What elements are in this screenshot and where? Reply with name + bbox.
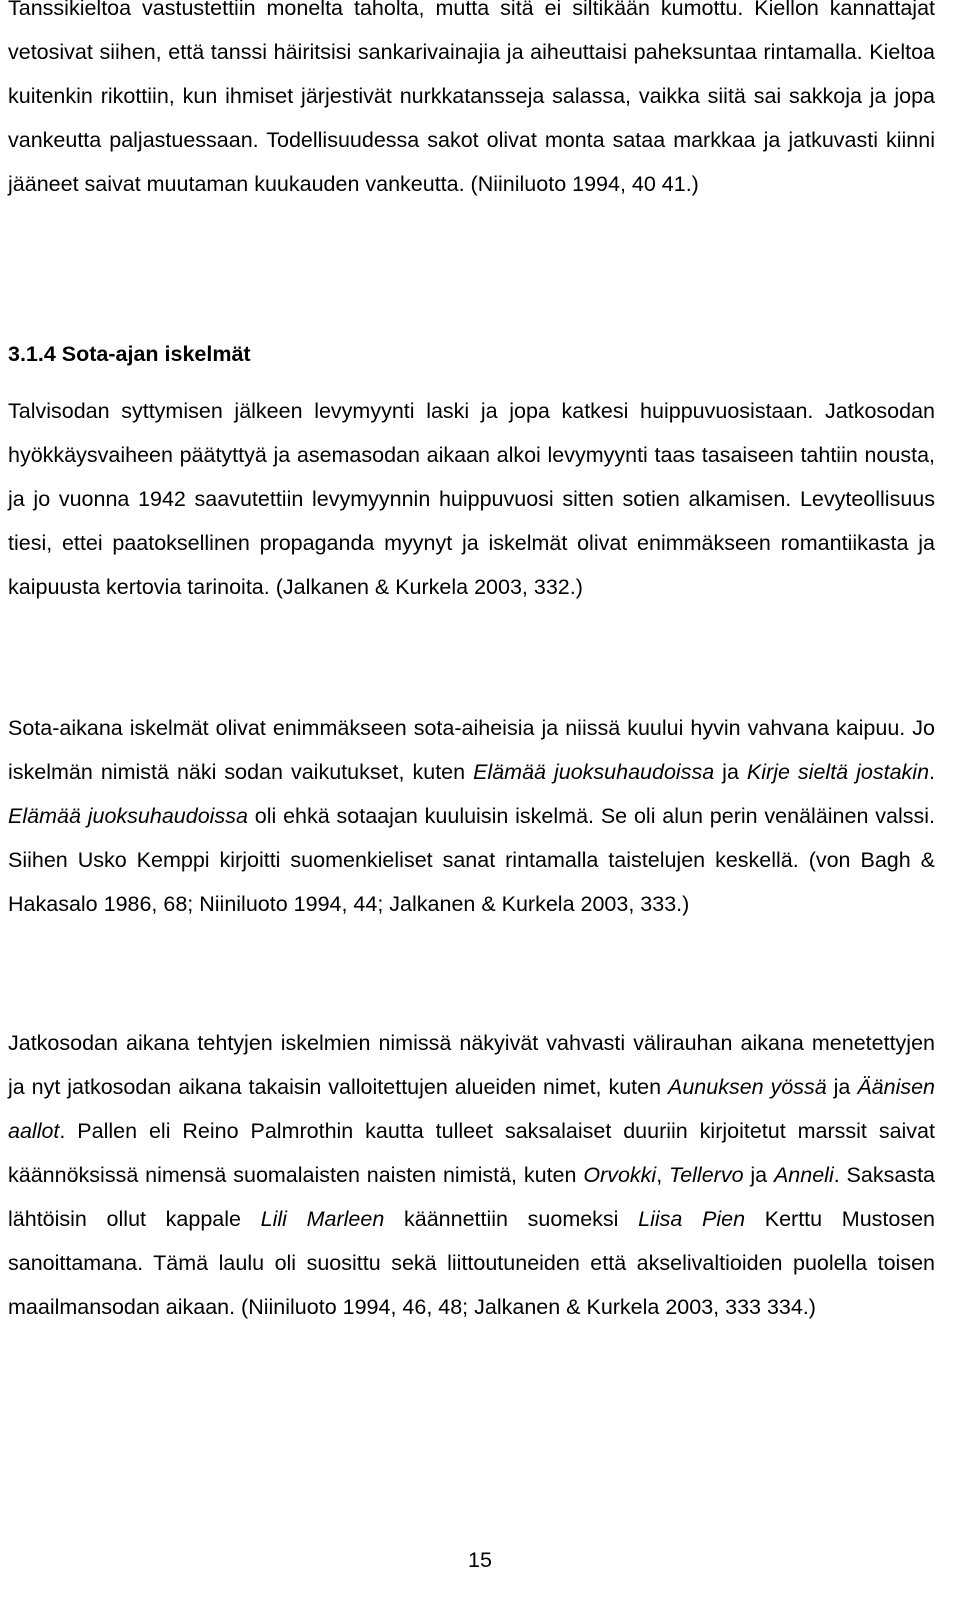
paragraph-text: . — [929, 760, 936, 784]
italic-title-text: Liisa Pien — [638, 1207, 746, 1231]
paragraph-text: Talvisodan syttymisen jälkeen levymyynti laski ja jopa katkesi huippuvuosistaan. Jatkosodan hyökkäysvaiheen päätyttyä ja asemasodan aikaan alkoi levymyynti taas tasaiseen tahtiin nousta, ja jo vuonna 1942 saavutettiin levymyynnin huippuvuosi sitten sotien alkamisen. Levyteollisuus tiesi, ettei paatoksellinen propaganda myynyt ja iskelmät olivat enimmäkseen romantiikasta ja kaipuusta kertovia tarinoita. (Jalkanen & Kurkela 2003, 332.) — [8, 399, 935, 599]
paragraph-text: oli ehkä sotaajan kuuluisin iskelmä. Se oli alun perin venäläinen valssi. Siihen Usko Kemppi kirjoitti suomenkieliset sanat rintamalla taistelujen keskellä. (von Bagh & Hakasalo 1986, 68; Niiniluoto 1994, 44; Jalkanen & Kurkela 2003, 333.) — [8, 804, 935, 916]
paragraph-text: käännettiin suomeksi — [384, 1207, 639, 1231]
italic-title-text: Elämää juoksuhaudoissa — [473, 760, 715, 784]
paragraph-text: ja — [743, 1163, 774, 1187]
paragraph-text: . Pallen eli Reino Palmrothin kautta tulleet saksalaiset duuriin kirjoitetut marssit saivat käännöksissä nimensä suomalaisten naisten nimistä, kuten — [8, 1119, 935, 1187]
italic-title-text: Anneli — [773, 1163, 834, 1187]
paragraph-text: ja — [714, 760, 747, 784]
italic-title-text: Lili Marleen — [260, 1207, 385, 1231]
italic-title-text: Orvokki — [583, 1163, 657, 1187]
body-paragraph — [8, 1021, 935, 1329]
italic-title-text: Tellervo — [669, 1163, 744, 1187]
document-page — [8, 0, 935, 1610]
italic-title-text: Kirje sieltä jostakin — [746, 760, 930, 784]
italic-title-text: Äänisen aallot — [8, 1075, 936, 1143]
paragraph-text: Kerttu Mustosen sanoittamana. Tämä laulu oli suosittu sekä liittoutuneiden että akselivaltioiden puolella toisen maailmansodan aikaan. (Niiniluoto 1994, 46, 48; Jalkanen & Kurkela 2003, 333 334.) — [8, 1207, 935, 1319]
body-paragraph — [8, 706, 935, 926]
paragraph-text: Jatkosodan aikana tehtyjen iskelmien nimissä näkyivät vahvasti välirauhan aikana menetettyjen ja nyt jatkosodan aikana takaisin valloitettujen alueiden nimet, kuten — [8, 1031, 935, 1099]
italic-title-text: Aunuksen yössä — [667, 1075, 827, 1099]
paragraph-text: Sota-aikana iskelmät olivat enimmäkseen sota-aiheisia ja niissä kuului hyvin vahvana kaipuu. Jo iskelmän nimistä näki sodan vaikutukset, kuten — [8, 716, 935, 784]
paragraph-text: , — [656, 1163, 670, 1187]
section-heading: 3.1.4 Sota-ajan iskelmät — [8, 342, 251, 366]
italic-title-text: Elämää juoksuhaudoissa — [8, 804, 248, 828]
body-paragraph — [8, 389, 935, 609]
paragraph-text: . Saksasta lähtöisin ollut kappale — [8, 1163, 935, 1231]
paragraph-text: Tanssikieltoa vastustettiin monelta taholta, mutta sitä ei siltikään kumottu. Kiellon kannattajat vetosivat siihen, että tanssi häiritsisi sankarivainajia ja aiheuttaisi paheksuntaa rintamalla. Kieltoa kuitenkin rikottiin, kun ihmiset järjestivät nurkkatansseja salassa, vaikka siitä sai sakkoja ja jopa vankeutta paljastuessaan. Todellisuudessa sakot olivat monta sataa markkaa ja jatkuvasti kiinni jääneet saivat muutaman kuukauden vankeutta. (Niiniluoto 1994, 40 41.) — [8, 0, 935, 196]
body-paragraph — [8, 0, 935, 206]
paragraph-text: ja — [826, 1075, 858, 1099]
page-number: 15 — [468, 1548, 492, 1572]
